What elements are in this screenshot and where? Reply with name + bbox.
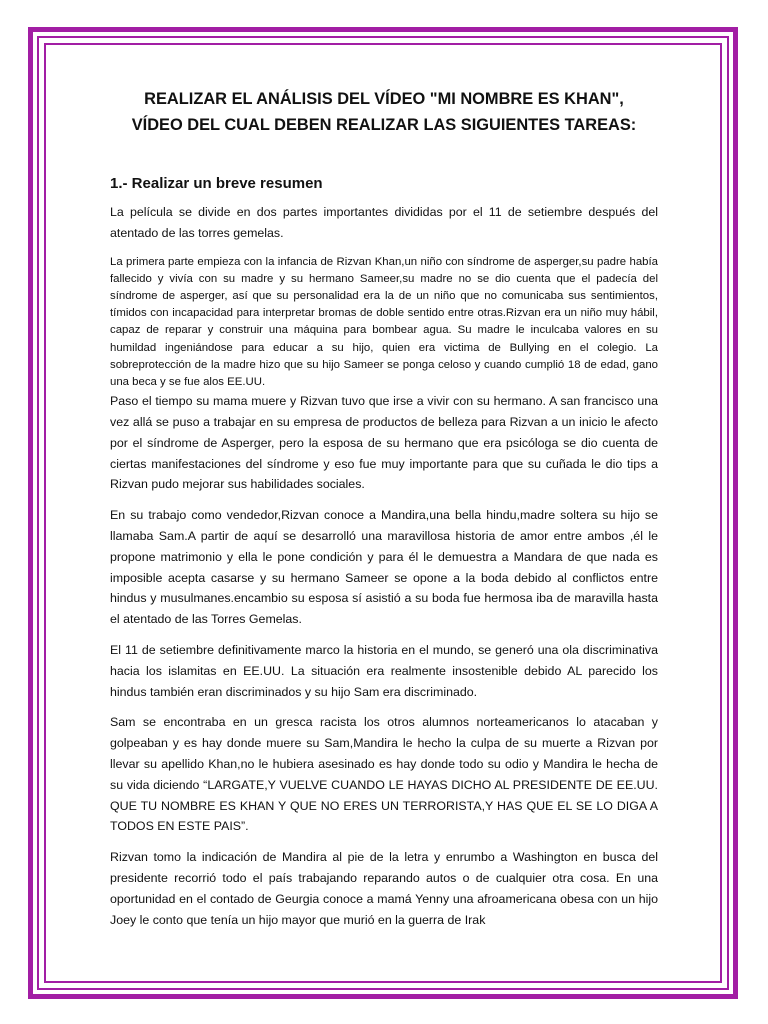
- paragraph-4: En su trabajo como vendedor,Rizvan conoce a Mandira,una bella hindu,madre soltera su hijo se llamaba Sam.A partir de aquí se desarrolló una maravillosa historia de amor entre ambos ,él le propone matrimonio y ella le pone condición y para él le demuestra a Mandara de que nada es imposible acepta casarse y su hermano Sameer se opone a la boda debido al conflictos entre hindus y musulmanes.encambio su esposa sí asistió a su boda fue hermosa iba de maravilla hasta el atentado de las Torres Gemelas.: [110, 508, 658, 627]
- document-body: [110, 86, 658, 930]
- section-heading: 1.- Realizar un breve resumen: [110, 175, 323, 192]
- title-line-2: VÍDEO DEL CUAL DEBEN REALIZAR LAS SIGUIENTES TAREAS:: [131, 116, 637, 134]
- paragraph-2: La primera parte empieza con la infancia de Rizvan Khan,un niño con síndrome de asperger,su padre había fallecido y vivía con su madre y su hermano Sameer,su madre no se dio cuenta que el padecía del síndrome de asperger, así que su personalidad era la de un niño que no comunicaba sus sentimientos, tímidos con incapacidad para interpretar bromas de doble sentido entre otras.Rizvan era un niño muy hábil, capaz de reparar y construir una máquina para bombear agua. Su madre le inculcaba valores en su humildad ingeniándose para educar a su hijo, quien era victima de Bullying en el colegio. La sobreprotección de la madre hizo que su hijo Sameer se ponga celoso y cuando cumplió 18 de edad, gano una beca y se fue alos EE.UU.: [110, 255, 658, 389]
- paragraph-6: Sam se encontraba en un gresca racista los otros alumnos norteamericanos lo atacaban y golpeaban y es hay donde muere su Sam,Mandira le hecho la culpa de su muerte a Rizvan por llevar su apellido Khan,no le hubiera asesinado es hay donde todo su odio y Mandira le hecha de su vida diciendo “LARGATE,Y VUELVE CUANDO LE HAYAS DICHO AL PRESIDENTE DE EE.UU. QUE TU NOMBRE ES KHAN Y QUE NO ERES UN TERRORISTA,Y HAS QUE EL SE LO DIGA A TODOS EN ESTE PAIS”.: [110, 715, 658, 834]
- title-line-1: REALIZAR EL ANÁLISIS DEL VÍDEO "MI NOMBRE ES KHAN",: [144, 90, 624, 108]
- paragraph-7: Rizvan tomo la indicación de Mandira al pie de la letra y enrumbo a Washington en busca del presidente recorrió todo el país trabajando reparando autos o de cualquier otra cosa. En una oportunidad en el contado de Geurgia conoce a mamá Yenny una afroamericana obesa con un hijo Joey le conto que tenía un hijo mayor que murió en la guerra de Irak: [110, 850, 658, 927]
- paragraph-3: Paso el tiempo su mama muere y Rizvan tuvo que irse a vivir con su hermano. A san francisco una vez allá se puso a trabajar en su empresa de productos de belleza para Rizvan a un inicio le afecto por el síndrome de Asperger, pero la esposa de su hermano que era psicóloga se dio cuenta de ciertas manifestaciones del síndrome y eso fue muy importante para que su cuñada le dio tips a Rizvan pudo mejorar sus habilidades sociales.: [110, 394, 658, 492]
- document-title: [104, 86, 664, 138]
- paragraph-5: El 11 de setiembre definitivamente marco la historia en el mundo, se generó una ola discriminativa hacia los islamitas en EE.UU. La situación era realmente insostenible debido AL parecido los hindus también eran discriminados y su hijo Sam era discriminado.: [110, 642, 658, 699]
- paragraph-1: La película se divide en dos partes importantes divididas por el 11 de setiembre después del atentado de las torres gemelas.: [110, 205, 658, 240]
